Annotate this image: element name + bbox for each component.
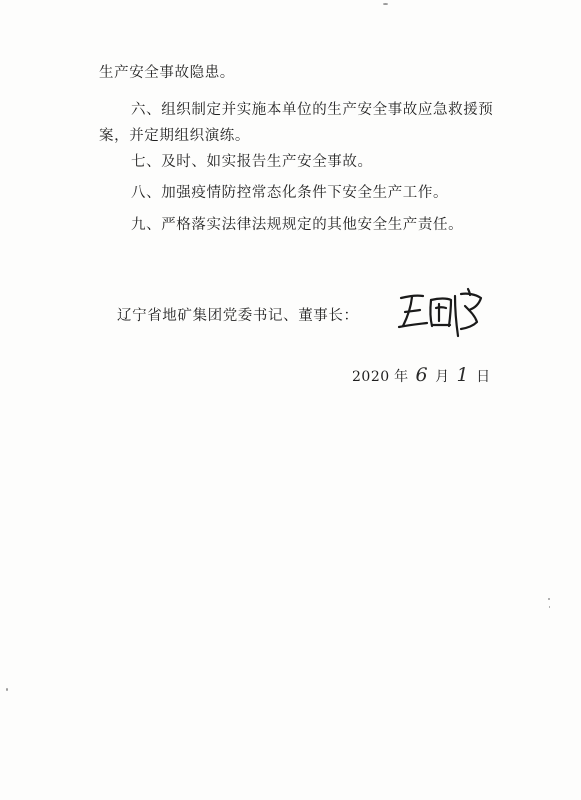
scan-speck [6, 688, 8, 691]
date-day-unit: 日 [476, 369, 491, 385]
date-year-unit: 年 [394, 369, 409, 385]
signer-title: 辽宁省地矿集团党委书记、董事长： [117, 308, 359, 324]
date-month: 6 [415, 364, 428, 386]
date-day: 1 [456, 364, 469, 386]
date-month-unit: 月 [435, 369, 450, 385]
body-line-5: 八、加强疫情防控常态化条件下安全生产工作。 [131, 185, 449, 201]
scan-speck [383, 3, 388, 5]
body-line-4: 七、及时、如实报告生产安全事故。 [131, 154, 373, 170]
body-line-6: 九、严格落实法律法规规定的其他安全生产责任。 [131, 217, 464, 233]
scan-speck [549, 606, 550, 608]
handwritten-signature [395, 286, 487, 338]
scan-speck [548, 598, 550, 600]
body-line-3: 案，并定期组织演练。 [99, 128, 250, 144]
body-line-1: 生产安全事故隐患。 [99, 65, 235, 81]
body-line-2: 六、组织制定并实施本单位的生产安全事故应急救援预 [131, 102, 494, 118]
date-year: 2020 [352, 369, 390, 385]
document-date [352, 366, 490, 386]
